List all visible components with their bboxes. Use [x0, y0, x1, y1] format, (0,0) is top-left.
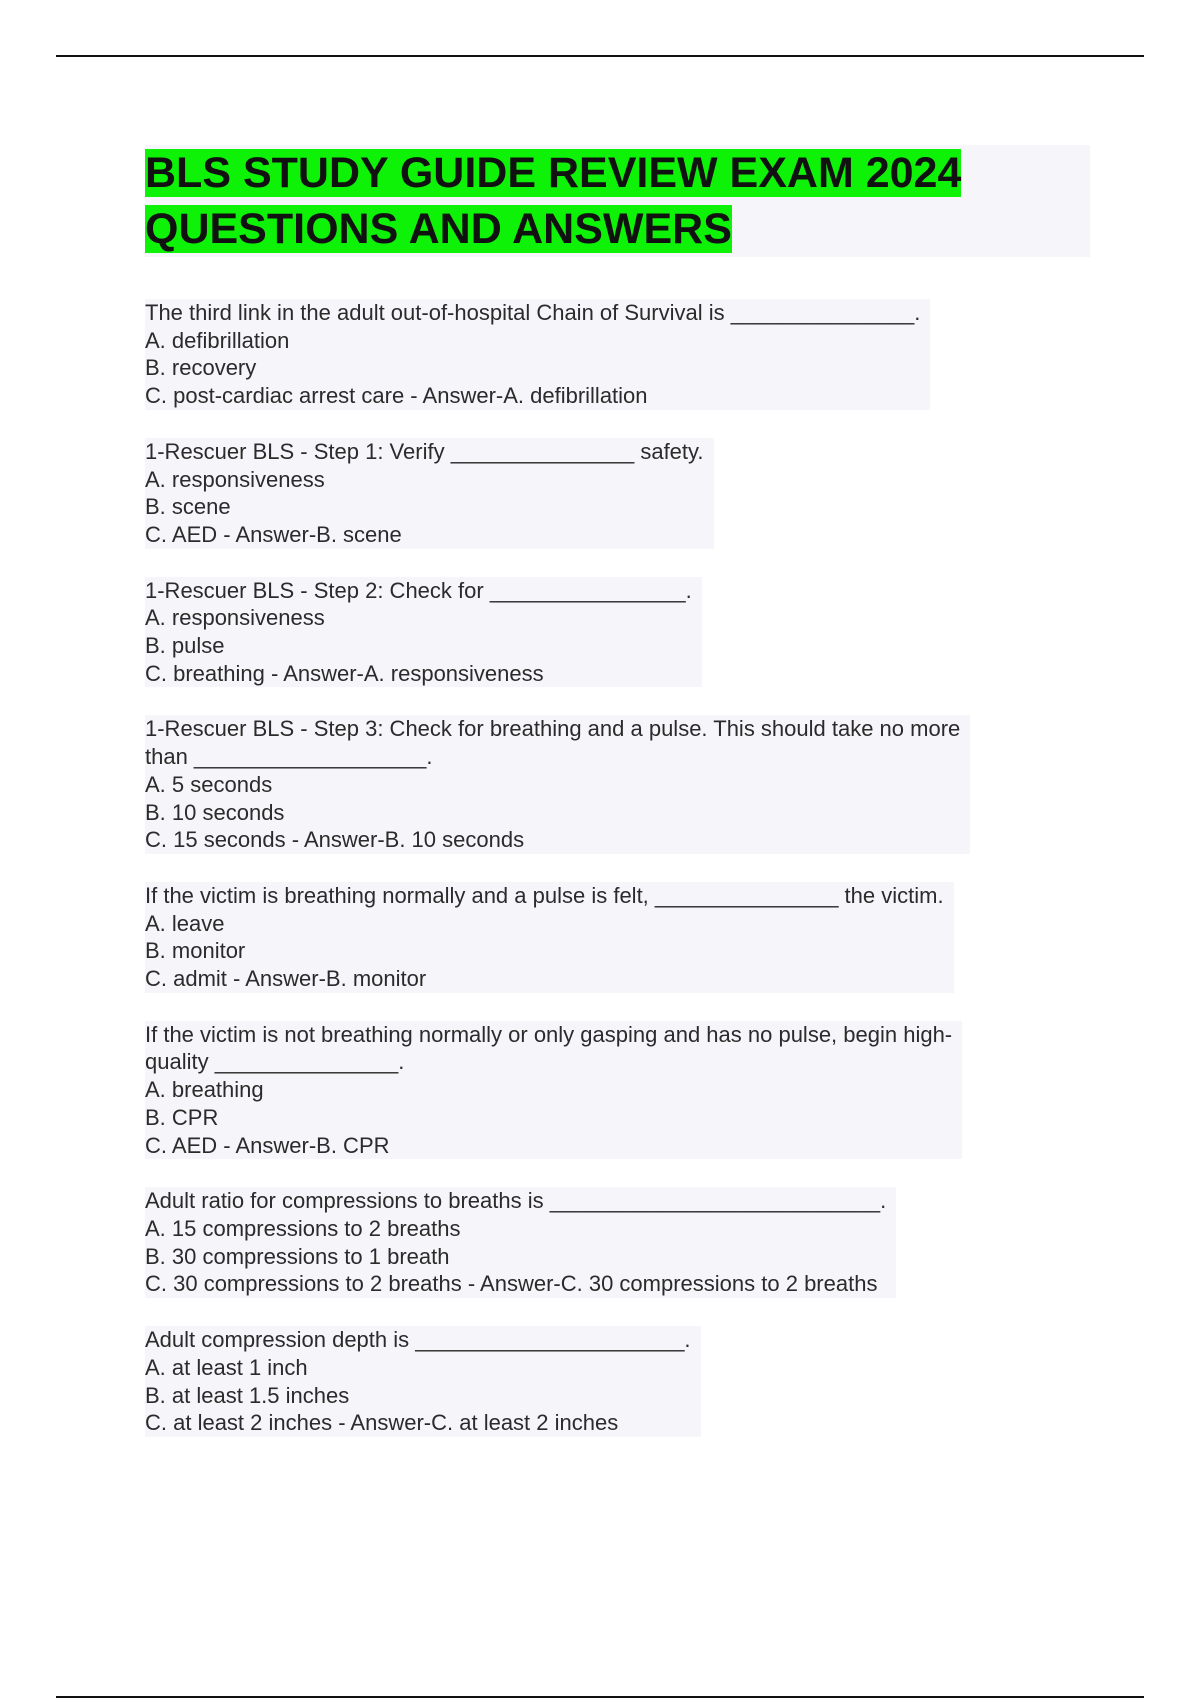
- question-line: A. responsiveness: [145, 605, 325, 631]
- question-text-block: [145, 1187, 896, 1298]
- question-line: C. 30 compressions to 2 breaths - Answer-C. 30 compressions to 2 breaths: [145, 1271, 878, 1297]
- question-stem-line: 1-Rescuer BLS - Step 2: Check for ________________.: [145, 577, 692, 603]
- question-line: than ___________________.: [145, 744, 433, 770]
- question-text-block: [145, 1021, 962, 1160]
- question-line: A. responsiveness: [145, 466, 325, 492]
- question-item: [145, 1187, 1105, 1298]
- question-stem-line: Adult compression depth is ______________________.: [145, 1327, 691, 1353]
- question-line: quality _______________.: [145, 1049, 405, 1075]
- question-item: [145, 1326, 1105, 1437]
- question-text-block: [145, 715, 970, 854]
- question-stem-line: 1-Rescuer BLS - Step 3: Check for breathing and a pulse. This should take no more: [145, 716, 961, 742]
- question-line: B. recovery: [145, 355, 257, 381]
- question-line: A. breathing: [145, 1077, 264, 1103]
- question-text-block: [145, 882, 954, 993]
- question-line: A. 5 seconds: [145, 771, 273, 797]
- question-line: B. CPR: [145, 1104, 219, 1130]
- question-stem-line: Adult ratio for compressions to breaths is ___________________________.: [145, 1188, 887, 1214]
- question-item: [145, 438, 1105, 549]
- question-line: C. post-cardiac arrest care - Answer-A. defibrillation: [145, 383, 648, 409]
- question-line: C. admit - Answer-B. monitor: [145, 966, 427, 992]
- question-text-block: [145, 438, 714, 549]
- question-line: C. AED - Answer-B. CPR: [145, 1132, 390, 1158]
- title-block: [145, 145, 1090, 257]
- question-line: B. scene: [145, 494, 231, 520]
- question-line: C. 15 seconds - Answer-B. 10 seconds: [145, 827, 525, 853]
- title-line-2: QUESTIONS AND ANSWERS: [145, 205, 732, 253]
- question-item: [145, 882, 1105, 993]
- question-stem-line: 1-Rescuer BLS - Step 1: Verify _______________ safety.: [145, 438, 704, 464]
- question-item: [145, 1021, 1105, 1160]
- question-stem-line: If the victim is breathing normally and a pulse is felt, _______________ the victim.: [145, 882, 944, 908]
- question-item: [145, 577, 1105, 688]
- question-line: C. AED - Answer-B. scene: [145, 521, 402, 547]
- question-line: B. at least 1.5 inches: [145, 1382, 350, 1408]
- question-stem-line: If the victim is not breathing normally or only gasping and has no pulse, begin high-: [145, 1021, 953, 1047]
- question-text-block: [145, 299, 930, 410]
- question-line: A. 15 compressions to 2 breaths: [145, 1215, 461, 1241]
- bottom-rule: [56, 1696, 1144, 1698]
- question-line: A. defibrillation: [145, 327, 290, 353]
- question-text-block: [145, 577, 702, 688]
- document-title: [145, 145, 1090, 257]
- question-line: A. at least 1 inch: [145, 1354, 308, 1380]
- title-line-1: BLS STUDY GUIDE REVIEW EXAM 2024: [145, 149, 962, 197]
- question-item: [145, 299, 1105, 410]
- question-line: C. at least 2 inches - Answer-C. at least 2 inches: [145, 1410, 619, 1436]
- question-line: B. 30 compressions to 1 breath: [145, 1243, 450, 1269]
- question-text-block: [145, 1326, 701, 1437]
- question-line: B. pulse: [145, 633, 225, 659]
- question-line: C. breathing - Answer-A. responsiveness: [145, 660, 544, 686]
- question-item: [145, 715, 1105, 854]
- question-line: B. 10 seconds: [145, 799, 285, 825]
- question-line: A. leave: [145, 910, 225, 936]
- question-stem-line: The third link in the adult out-of-hospital Chain of Survival is _______________.: [145, 300, 921, 325]
- top-rule: [56, 55, 1144, 57]
- question-list: [145, 299, 1105, 1465]
- question-line: B. monitor: [145, 938, 246, 964]
